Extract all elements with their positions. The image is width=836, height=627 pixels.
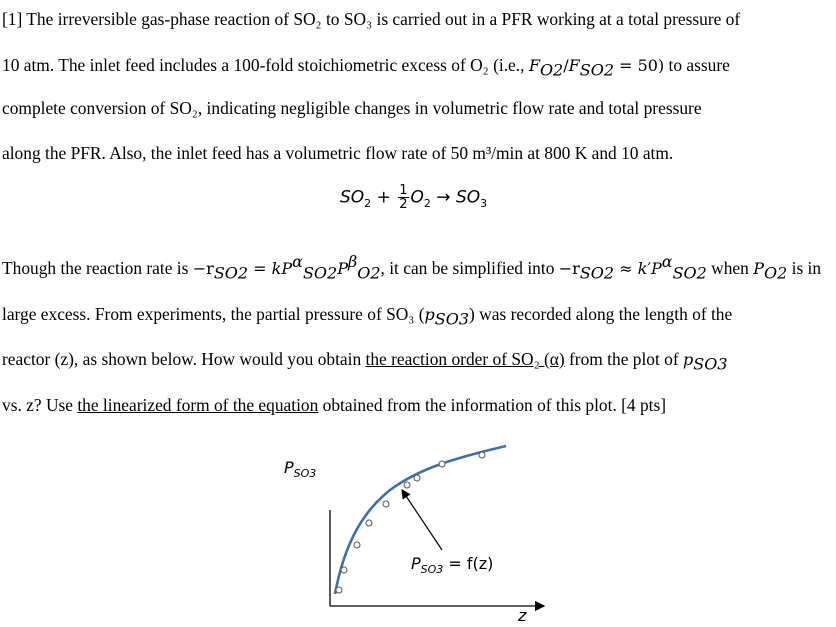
data-point: [366, 520, 372, 526]
math-text: = 50): [614, 56, 665, 75]
math-symbol: /: [563, 56, 569, 75]
math-superscript: α: [661, 252, 673, 272]
problem-text: from the plot of: [564, 349, 684, 369]
y-axis-label: $P_{SO3}$: [284, 458, 317, 481]
data-point: [354, 542, 360, 548]
math-subscript: SO2: [672, 263, 707, 283]
math-symbol: p: [683, 350, 694, 369]
problem-text: ) was recorded along the length of the: [469, 304, 733, 324]
math-subscript: O2: [539, 60, 564, 80]
problem-text: , it can be simplified into: [380, 258, 559, 278]
data-point: [336, 587, 342, 593]
math-symbol: −r: [192, 259, 214, 278]
data-point: [383, 501, 389, 507]
problem-text: reactor (z), as shown below. How would you obtain: [2, 349, 366, 369]
problem-text: 10 atm. The inlet feed includes a 100-fold stoichiometric excess of O₂ (i.e.,: [2, 55, 529, 75]
data-point: [479, 452, 485, 458]
math-superscript: α: [292, 252, 303, 272]
eq-text: +: [371, 187, 397, 208]
eq-text: O: [410, 187, 424, 208]
problem-text: complete conversion of SO₂, indicating negligible changes in volumetric flow rate and total pressure: [2, 98, 702, 118]
math-symbol: F: [568, 56, 580, 75]
data-point: [341, 567, 347, 573]
fraction-denominator: 2: [399, 197, 408, 212]
annotation-arrow: [402, 490, 442, 550]
math-subscript: SO2: [213, 263, 249, 283]
math-subscript: SO3: [693, 354, 728, 374]
eq-text: → SO: [430, 187, 481, 208]
data-point: [439, 461, 445, 467]
problem-text: Though the reaction rate is: [2, 258, 193, 278]
underlined-text: the linearized form of the equation: [77, 395, 319, 415]
fraction-numerator: 1: [399, 183, 408, 198]
annotation-subscript: SO3: [420, 563, 444, 577]
annotation-equation: = f(z): [443, 554, 494, 573]
data-point: [414, 475, 420, 481]
math-superscript: β: [347, 252, 358, 272]
problem-text: is in: [787, 258, 822, 278]
math-symbol: ≈ k′P: [614, 259, 662, 278]
math-symbol: P: [753, 259, 764, 278]
problem-text: to assure: [664, 55, 730, 75]
math-symbol: = kP: [248, 259, 293, 278]
math-subscript: SO3: [434, 309, 470, 329]
eq-subscript: 2: [423, 196, 431, 210]
math-symbol: F: [528, 56, 540, 75]
math-symbol: P: [337, 259, 348, 278]
math-symbol: p: [424, 305, 435, 324]
math-subscript: SO2: [579, 263, 615, 283]
problem-text: vs. z? Use: [2, 395, 78, 415]
math-subscript: O2: [357, 263, 381, 283]
problem-text: obtained from the information of this plot. [4 pts]: [318, 395, 667, 415]
eq-subscript: 2: [364, 196, 372, 210]
x-axis-label: z: [518, 606, 527, 625]
eq-text: SO: [340, 187, 365, 208]
math-subscript: SO2: [302, 263, 338, 283]
math-subscript: O2: [763, 263, 788, 283]
problem-text: along the PFR. Also, the inlet feed has a volumetric flow rate of 50 m³/min at 800 K and 10 atm.: [2, 143, 674, 163]
eq-subscript: 3: [480, 196, 488, 210]
curve-annotation: $P_{SO3} = f(z)$: [411, 554, 494, 577]
problem-text: large excess. From experiments, the partial pressure of SO₃ (: [2, 304, 425, 324]
data-point: [404, 482, 410, 488]
problem-text: [1] The irreversible gas-phase reaction of SO₂ to SO₃ is carried out in a PFR working at a total pressure of: [2, 9, 741, 29]
underlined-text: the reaction order of SO₂ (α): [365, 349, 565, 369]
math-symbol: −r: [558, 259, 580, 278]
y-axis-label-subscript: SO3: [293, 467, 317, 481]
problem-text: when: [706, 258, 754, 278]
math-subscript: SO2: [579, 60, 614, 80]
